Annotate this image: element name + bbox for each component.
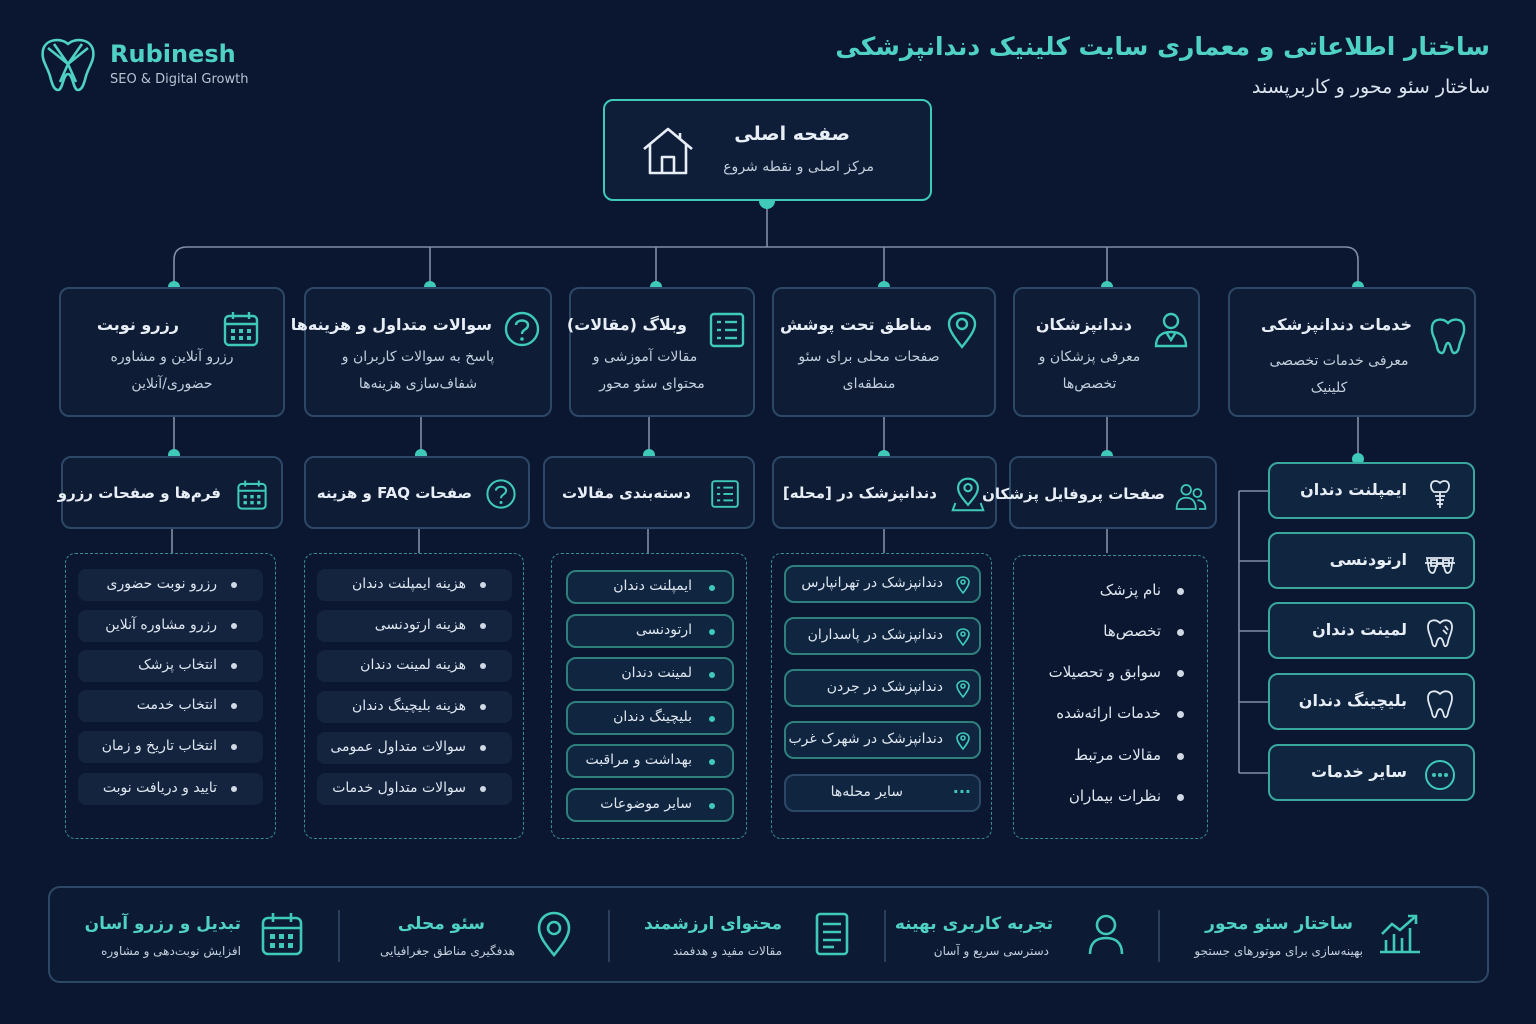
category-desc-line1: پاسخ به سوالات کاربران و	[341, 349, 495, 365]
list-item[interactable]	[78, 690, 263, 722]
list-item-label: هزینه ایمپلنت دندان	[352, 576, 466, 592]
feature-title: محتوای ارزشمند	[644, 914, 782, 934]
location-pin-icon	[955, 680, 971, 698]
feature-title: ساختار سئو محور	[1205, 914, 1353, 934]
more-dots-icon: ···	[952, 782, 971, 801]
list-item[interactable]	[317, 732, 512, 764]
bullet	[1177, 670, 1184, 677]
divider	[338, 910, 340, 962]
category-desc-line2: حضوری/آنلاین	[131, 376, 213, 392]
list-item-label: سوالات متداول عمومی	[330, 739, 466, 755]
category-title: خدمات دندانپزشکی	[1261, 315, 1412, 334]
bullet	[480, 704, 486, 710]
home-subtitle: مرکز اصلی و نقطه شروع	[723, 159, 874, 175]
location-pin-icon	[950, 476, 986, 512]
implant-icon	[1423, 476, 1457, 510]
service-label: بلیچینگ دندان	[1298, 691, 1407, 710]
pill-label: ارتودنسی	[635, 622, 692, 638]
more-circle-icon	[1423, 758, 1457, 792]
blog-category-pill[interactable]	[566, 657, 734, 691]
bullet	[1177, 629, 1184, 636]
pill-label: دندانپزشک در جردن	[826, 679, 943, 695]
subheader-title: صفحات FAQ و هزینه	[316, 484, 472, 502]
subheader-faq[interactable]	[304, 456, 530, 529]
bullet	[231, 744, 237, 750]
divider	[1158, 910, 1160, 962]
area-page-pill[interactable]	[784, 617, 981, 655]
bullet	[1177, 794, 1184, 801]
bullet	[709, 803, 715, 809]
blog-category-pill[interactable]	[566, 701, 734, 735]
area-page-pill[interactable]	[784, 669, 981, 707]
bullet	[231, 663, 237, 669]
list-item[interactable]	[78, 569, 263, 601]
category-desc-line1: صفحات محلی برای سئو	[798, 349, 940, 365]
location-pin-icon	[955, 576, 971, 594]
bullet	[231, 623, 237, 629]
calendar-icon	[235, 478, 269, 512]
blog-category-pill[interactable]	[566, 744, 734, 778]
bullet	[709, 585, 715, 591]
doctors-group-icon	[1175, 481, 1207, 513]
subheader-title: دسته‌بندی مقالات	[561, 484, 691, 502]
pill-label: دندانپزشک در شهرک غرب	[788, 731, 943, 747]
profile-item: مقالات مرتبط	[1074, 746, 1161, 764]
list-item-label: هزینه ارتودنسی	[374, 617, 466, 633]
location-pin-icon	[955, 628, 971, 646]
category-desc-line2: منطقه‌ای	[842, 376, 896, 392]
feature-subtitle: مقالات مفید و هدفمند	[672, 944, 782, 958]
braces-icon	[1423, 546, 1457, 580]
category-desc-line1: رزرو آنلاین و مشاوره	[110, 349, 234, 365]
profile-item: نام پزشک	[1099, 581, 1161, 599]
subheader-title: صفحات پروفایل پزشکان	[982, 485, 1165, 503]
page-title: ساختار اطلاعاتی و معماری سایت کلینیک دندانپزشکی	[835, 32, 1490, 61]
pill-label: بلیچینگ دندان	[613, 709, 692, 725]
profile-list-panel	[1013, 555, 1208, 839]
feature-subtitle: افزایش نوبت‌دهی و مشاوره	[101, 944, 241, 958]
features-footer	[48, 886, 1489, 983]
category-booking[interactable]	[59, 287, 285, 417]
category-desc-line2: تخصص‌ها	[1062, 376, 1117, 392]
veneer-tooth-icon	[1423, 616, 1457, 650]
bullet	[480, 745, 486, 751]
service-implant[interactable]	[1268, 462, 1475, 519]
feature-subtitle: دسترسی سریع و آسان	[933, 944, 1049, 958]
growth-chart-icon	[1376, 910, 1424, 958]
list-item[interactable]	[317, 610, 512, 642]
profile-item: نظرات بیماران	[1068, 787, 1161, 805]
list-item[interactable]	[317, 650, 512, 682]
service-orthodontics[interactable]	[1268, 532, 1475, 589]
bullet	[1177, 753, 1184, 760]
calendar-icon	[258, 910, 306, 958]
blog-category-pill[interactable]	[566, 788, 734, 822]
profile-item: سوابق و تحصیلات	[1048, 663, 1161, 681]
category-title: سوالات متداول و هزینه‌ها	[290, 315, 492, 334]
location-pin-icon	[530, 910, 578, 958]
pill-label: سایر موضوعات	[600, 796, 692, 812]
pill-label: دندانپزشک در پاسداران	[807, 627, 943, 643]
feature-title: تجربه کاربری بهینه	[894, 914, 1053, 934]
service-bleaching[interactable]	[1268, 673, 1475, 730]
home-node[interactable]	[603, 99, 932, 201]
bullet	[709, 759, 715, 765]
bullet	[231, 703, 237, 709]
profile-item: تخصص‌ها	[1103, 622, 1161, 640]
location-pin-icon	[955, 732, 971, 750]
feature-subtitle: هدفگیری مناطق جغرافیایی	[379, 944, 515, 958]
list-item-label: انتخاب تاریخ و زمان	[101, 738, 217, 754]
pill-label: بهداشت و مراقبت	[585, 752, 692, 768]
pill-label: سایر محله‌ها	[830, 784, 903, 800]
bullet	[480, 786, 486, 792]
house-icon	[641, 125, 695, 177]
category-areas[interactable]	[772, 287, 996, 417]
profile-item: خدمات ارائه‌شده	[1056, 704, 1161, 722]
category-desc-line1: مقالات آموزشی و	[592, 349, 698, 365]
service-other[interactable]	[1268, 744, 1475, 801]
area-page-pill[interactable]	[784, 565, 981, 603]
bullet	[231, 582, 237, 588]
list-item[interactable]	[317, 569, 512, 601]
blog-list-panel	[551, 553, 747, 839]
areas-list-panel	[771, 553, 992, 839]
list-item[interactable]	[78, 731, 263, 763]
service-veneer[interactable]	[1268, 602, 1475, 659]
tooth-icon	[1423, 687, 1457, 721]
home-title: صفحه اصلی	[734, 123, 850, 145]
bullet	[1177, 711, 1184, 718]
list-item[interactable]	[78, 773, 263, 805]
category-desc-line2: کلینیک	[1310, 380, 1348, 396]
category-desc-line2: شفاف‌سازی هزینه‌ها	[358, 376, 478, 392]
category-title: مناطق تحت پوشش	[780, 315, 932, 334]
bullet	[709, 672, 715, 678]
divider	[608, 910, 610, 962]
page-subtitle: ساختار سئو محور و کاربرپسند	[1251, 76, 1490, 98]
category-desc-line1: معرفی خدمات تخصصی	[1269, 353, 1409, 369]
category-desc-line2: محتوای سئو محور	[599, 376, 705, 392]
tooth-logo-icon	[38, 34, 98, 94]
list-item[interactable]	[78, 610, 263, 642]
booking-list-panel	[65, 553, 276, 839]
blog-category-pill[interactable]	[566, 614, 734, 648]
list-item-label: انتخاب پزشک	[138, 657, 217, 673]
pill-label: دندانپزشک در تهرانپارس	[801, 575, 943, 591]
bullet	[480, 623, 486, 629]
list-item[interactable]	[317, 691, 512, 723]
category-dentists[interactable]	[1013, 287, 1200, 417]
pill-label: ایمپلنت دندان	[613, 578, 692, 594]
bullet	[231, 786, 237, 792]
list-item-label: هزینه لمینت دندان	[360, 657, 466, 673]
list-item[interactable]	[78, 650, 263, 682]
area-page-pill[interactable]	[784, 774, 981, 812]
feature-title: سئو محلی	[397, 914, 485, 934]
bullet	[709, 629, 715, 635]
list-item-label: رزرو نوبت حضوری	[106, 576, 217, 592]
list-item[interactable]	[317, 773, 512, 805]
category-title: وبلاگ (مقالات)	[566, 315, 687, 334]
category-desc-line1: معرفی پزشکان و	[1038, 349, 1141, 365]
brand-name: Rubinesh	[110, 40, 236, 68]
bullet	[480, 663, 486, 669]
list-item-label: رزرو مشاوره آنلاین	[105, 617, 217, 633]
subheader-blog[interactable]	[543, 456, 755, 529]
subheader-title: دندانپزشک در [محله]	[782, 484, 937, 502]
feature-title: تبدیل و رزرو آسان	[84, 914, 241, 934]
category-title: دندانپزشکان	[1035, 315, 1132, 334]
list-item-label: انتخاب خدمت	[136, 697, 217, 713]
faq-list-panel	[304, 553, 524, 839]
list-item-label: هزینه بلیچینگ دندان	[351, 698, 466, 714]
service-label: ارتودنسی	[1329, 550, 1407, 569]
blog-category-pill[interactable]	[566, 570, 734, 604]
category-services[interactable]	[1228, 287, 1476, 417]
category-faq[interactable]	[290, 287, 552, 417]
service-label: سایر خدمات	[1310, 762, 1407, 781]
document-icon	[808, 910, 856, 958]
article-icon	[709, 478, 741, 510]
subheader-dentists[interactable]	[982, 456, 1217, 529]
subheader-areas[interactable]	[772, 456, 997, 529]
category-title: رزرو نوبت	[96, 315, 179, 334]
list-item-label: تایید و دریافت نوبت	[102, 780, 217, 796]
category-blog[interactable]	[566, 287, 755, 417]
subheader-booking[interactable]	[57, 456, 283, 529]
brand-tagline: SEO & Digital Growth	[110, 72, 249, 87]
pill-label: لمینت دندان	[621, 665, 692, 681]
list-item-label: سوالات متداول خدمات	[332, 780, 466, 796]
area-page-pill[interactable]	[784, 721, 981, 759]
subheader-title: فرم‌ها و صفحات رزرو	[57, 484, 221, 502]
bullet	[709, 716, 715, 722]
feature-subtitle: بهینه‌سازی برای موتورهای جستجو	[1194, 944, 1363, 958]
bullet	[480, 582, 486, 588]
divider	[884, 910, 886, 962]
service-label: ایمپلنت دندان	[1300, 480, 1407, 499]
service-label: لمینت دندان	[1312, 620, 1407, 639]
user-icon	[1082, 910, 1130, 958]
question-circle-icon	[484, 477, 518, 511]
bullet	[1177, 588, 1184, 595]
